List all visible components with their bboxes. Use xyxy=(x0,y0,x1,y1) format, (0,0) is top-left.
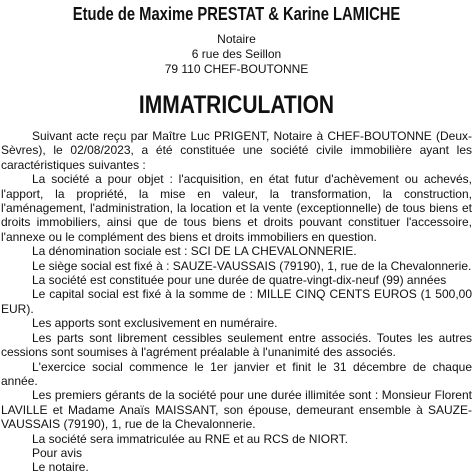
notice-title: IMMATRICULATION xyxy=(138,91,335,119)
office-address xyxy=(0,32,473,77)
paragraph-intro: Suivant acte reçu par Maître Luc PRIGENT, Notaire à CHEF-BOUTONNE (Deux-Sèvres), le 02/08/2023, a été constituée une société civile immobilière ayant les caractéristiques suivantes : xyxy=(1,129,472,172)
paragraph-contributions: Les apports sont exclusivement en numéraire. xyxy=(32,316,278,331)
paragraph-name: La dénomination sociale est : SCI DE LA CHEVALONNERIE. xyxy=(32,244,357,259)
office-name: Etude de Maxime PRESTAT & Karine LAMICHE xyxy=(72,4,401,24)
paragraph-object: La société a pour objet : l'acquisition, en état futur d'achèvement ou achevés, l'apport, la propriété, la mise en valeur, la transformation, la construction, l'aménagement, l'administration, la location et la vente (exceptionnelle) de tous biens et droits immobiliers, ainsi que de tous biens et droits pouvant constituer l'accessoire, l'annexe ou le complément des biens et droits immobiliers en question. xyxy=(1,172,472,244)
paragraph-managers: Les premiers gérants de la société pour une durée illimitée sont : Monsieur Florent LAVILLE et Madame Anaïs MAISSANT, son épouse, demeurant ensemble à SAUZE-VAUSSAIS (79190), 1, rue de la Chevalonnerie. xyxy=(1,388,472,432)
paragraph-shares: Les parts sont librement cessibles seulement entre associés. Toutes les autres cessions sont soumises à l'agrément préalable à l'unanimité des associés. xyxy=(1,330,472,360)
paragraph-signature: Le notaire. xyxy=(32,460,89,475)
paragraph-fiscal-year: L'exercice social commence le 1er janvier et finit le 31 décembre de chaque année. xyxy=(1,359,472,388)
paragraph-capital: Le capital social est fixé à la somme de : MILLE CINQ CENTS EUROS (1 500,00 EUR). xyxy=(1,287,472,316)
paragraph-registration: La société sera immatriculée au RNE et au RCS de NIORT. xyxy=(32,431,348,446)
paragraph-duration: La société est constituée pour une durée de quatre-vingt-dix-neuf (99) années xyxy=(32,273,447,288)
address-line-profession: Notaire xyxy=(217,32,256,46)
paragraph-pour-avis: Pour avis xyxy=(32,445,83,460)
address-line-city: 79 110 CHEF-BOUTONNE xyxy=(164,62,309,76)
address-line-street: 6 rue des Seillon xyxy=(191,47,282,61)
notice-body xyxy=(0,129,473,475)
paragraph-seat: Le siège social est fixé à : SAUZE-VAUSSAIS (79190), 1, rue de la Chevalonnerie. xyxy=(32,258,472,273)
